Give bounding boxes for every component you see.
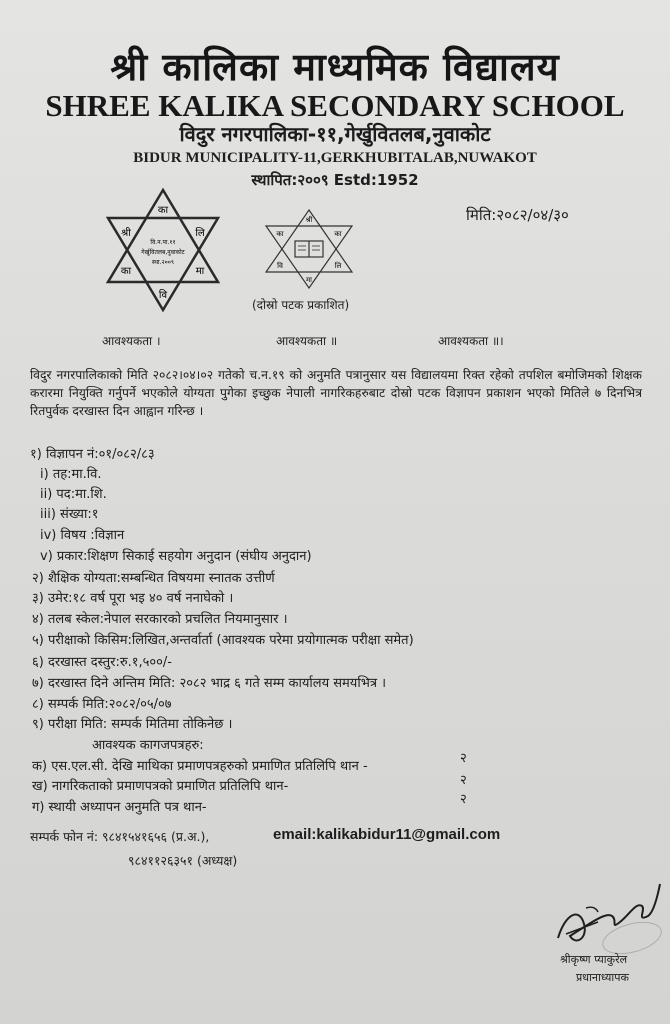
list-item: i) तह:मा.वि. <box>40 467 102 482</box>
address-nepali: विदुर नगरपालिका-११,गेर्खुवितलब,नुवाकोट <box>179 122 491 146</box>
requirement-label: आवश्यकता । <box>102 334 161 348</box>
document-row-count: २ <box>460 773 467 788</box>
list-item: ९) परीक्षा मिति: सम्पर्क मितिमा तोकिनेछ । <box>32 717 233 732</box>
notice-date: मिति:२०८२/०४/३० <box>466 206 569 224</box>
document-row-label: ग) स्थायी अध्यापन अनुमति पत्र थान- <box>32 800 207 815</box>
document-row-label: ख) नागरिकताको प्रमाणपत्रको प्रमाणित प्रतिलिपि थान- <box>32 779 289 794</box>
school-name-english: SHREE KALIKA SECONDARY SCHOOL <box>45 88 625 123</box>
list-item: iv) विषय :विज्ञान <box>40 528 125 543</box>
seal-letter: मा <box>195 266 205 277</box>
list-item: ४) तलब स्केल:नेपाल सरकारको प्रचलित नियमानुसार । <box>32 612 288 627</box>
document-row-label: क) एस.एल.सी. देखि माथिका प्रमाणपत्रहरुको प्रमाणित प्रतिलिपि थान - <box>32 759 368 774</box>
list-item: ८) सम्पर्क मिति:२०८२/०५/०७ <box>32 697 172 712</box>
school-logo-icon <box>262 208 356 290</box>
seal-center-line: गेर्खुवितलब,नुवाकोट <box>141 249 185 256</box>
logo-letter: का <box>276 230 284 238</box>
signatory-name: श्रीकृष्ण प्याकुरेल <box>560 953 628 966</box>
logo-letter: वि <box>277 262 283 270</box>
signature-icon <box>540 872 666 958</box>
address-english: BIDUR MUNICIPALITY-11,GERKHUBITALAB,NUWAKOT <box>133 150 537 166</box>
logo-letter: मा <box>306 276 312 284</box>
list-item: ३) उमेर:१८ वर्ष पूरा भइ ४० वर्ष ननाघेको । <box>32 591 234 606</box>
list-item: ६) दरखास्त दस्तुर:रु.१,५००/- <box>32 655 173 670</box>
contact-email: email:kalikabidur11@gmail.com <box>273 826 501 843</box>
seal-letter: वि <box>158 290 168 301</box>
list-item: १) विज्ञापन नं:०१/०८२/८३ <box>30 447 155 462</box>
signatory-title: प्रधानाध्यापक <box>576 971 629 984</box>
established-year: स्थापित:२००९ Estd:1952 <box>251 171 419 189</box>
contact-phone-principal: सम्पर्क फोन नं: ९८४१५४१६५६ (प्र.अ.), <box>30 829 210 844</box>
seal-letter: का <box>120 266 132 277</box>
seal-center-line: स्था.२००९ <box>152 259 174 266</box>
documents-heading: आवश्यक कागजपत्रहरु: <box>92 738 204 753</box>
list-item: ७) दरखास्त दिने अन्तिम मिति: २०८२ भाद्र ६ गते सम्म कार्यालय समयभित्र । <box>32 676 387 691</box>
school-name-nepali: श्री कालिका माध्यमिक विद्यालय <box>110 45 560 89</box>
intro-paragraph: विदुर नगरपालिकाको मिति २०८२।०४।०२ गतेको च.न.१९ को अनुमति पत्रानुसार यस विद्यालयमा रिक्त रहेको तपशिल बमोजिमको शिक्षक करारमा नियुक्ति गर्नुपर्ने भएकोले योग्यता पुगेका इच्छुक नेपाली नागरिकहरुबाट दोस्रो पटक विज्ञापन प्रकाशन भएको मितिले ७ दिनभित्र रितपुर्वक दरखास्त दिन आह्वान गरिन्छ । <box>30 368 642 418</box>
logo-letter: का <box>334 230 342 238</box>
school-seal-icon <box>98 186 228 314</box>
requirement-label: आवश्यकता ॥। <box>438 334 504 348</box>
seal-center-line: वि.न.पा.११ <box>150 239 176 246</box>
contact-phone-chair: ९८४११२६३५१ (अध्यक्ष) <box>128 853 238 868</box>
requirement-label: आवश्यकता ॥ <box>276 334 338 348</box>
seal-letter: लि <box>195 228 205 239</box>
logo-letter: लि <box>334 262 342 270</box>
list-item: २) शैक्षिक योग्यता:सम्बन्धित विषयमा स्नातक उत्तीर्ण <box>32 571 275 586</box>
list-item: iii) संख्या:१ <box>40 507 99 522</box>
list-item: ii) पद:मा.शि. <box>40 487 107 502</box>
list-item: ५) परीक्षाको किसिम:लिखित,अन्तर्वार्ता (आवश्यक परेमा प्रयोगात्मक परीक्षा समेत) <box>32 633 414 648</box>
document-row-count: २ <box>460 792 467 807</box>
seal-letter: का <box>157 205 169 216</box>
publication-note: (दोस्रो पटक प्रकाशित) <box>252 298 350 312</box>
list-item: v) प्रकार:शिक्षण सिकाई सहयोग अनुदान (संघीय अनुदान) <box>40 549 312 564</box>
document-row-count: २ <box>460 751 467 766</box>
seal-letter: श्री <box>121 228 131 239</box>
logo-letter: श्री <box>305 216 313 224</box>
